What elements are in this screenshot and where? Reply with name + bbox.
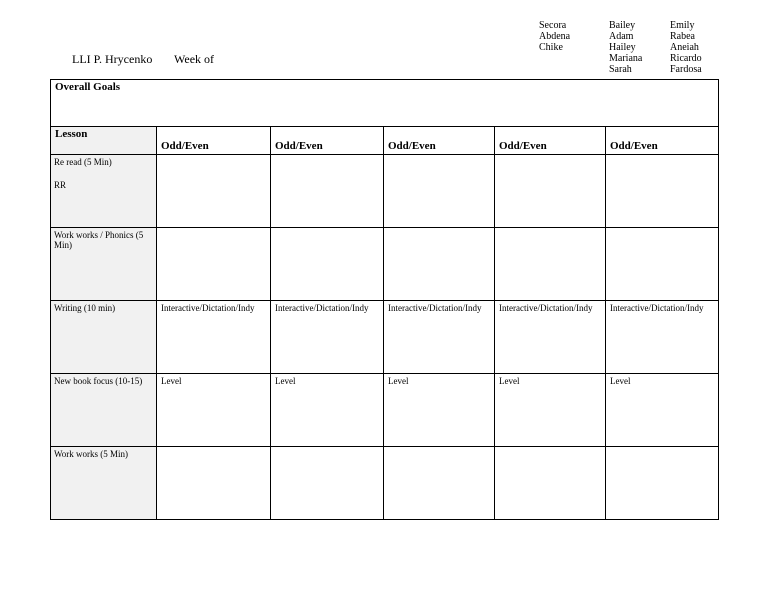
plan-cell[interactable] [157,228,271,301]
student-group-1 [539,20,570,53]
day-header: Odd/Even [606,127,719,155]
student-name: Aneiah [670,42,699,53]
plan-cell[interactable] [495,447,606,520]
day-header: Odd/Even [495,127,606,155]
row-sublabel: RR [54,180,67,190]
row-label [51,155,157,228]
student-name: Abdena [539,31,571,42]
student-group-3 [670,20,702,75]
row-reread [51,155,719,228]
plan-cell[interactable] [606,447,719,520]
student-name: Chike [539,42,563,53]
student-name: Hailey [609,42,636,53]
plan-cell[interactable] [157,447,271,520]
plan-cell[interactable] [495,228,606,301]
overall-goals-cell[interactable]: Overall Goals [51,80,719,127]
plan-cell[interactable] [384,447,495,520]
row-label: Writing (10 min) [51,301,157,374]
student-name: Rabea [670,31,695,42]
plan-cell[interactable] [271,447,384,520]
row-word-work [51,447,719,520]
student-name: Fardosa [670,64,702,75]
lesson-plan-table [50,79,719,520]
day-header: Odd/Even [271,127,384,155]
row-label: New book focus (10-15) [51,374,157,447]
plan-cell[interactable] [271,228,384,301]
plan-cell[interactable] [384,228,495,301]
plan-cell[interactable] [606,228,719,301]
plan-cell[interactable] [271,155,384,228]
week-of-label: Week of [174,52,215,66]
plan-cell[interactable]: Interactive/Dictation/Indy [271,301,384,374]
student-name: Sarah [609,64,632,75]
plan-cell[interactable] [606,155,719,228]
lesson-header: Lesson [51,127,157,155]
day-header: Odd/Even [157,127,271,155]
plan-cell[interactable]: Interactive/Dictation/Indy [606,301,719,374]
row-label: Work works / Phonics (5 Min) [51,228,157,301]
student-name: Mariana [609,53,643,64]
student-name: Emily [670,20,695,31]
row-new-book-focus [51,374,719,447]
student-group-2 [609,20,642,75]
plan-cell[interactable]: Interactive/Dictation/Indy [495,301,606,374]
plan-cell[interactable]: Interactive/Dictation/Indy [157,301,271,374]
plan-cell[interactable]: Level [271,374,384,447]
plan-cell[interactable]: Level [157,374,271,447]
student-name: Bailey [609,20,636,31]
plan-cell[interactable]: Interactive/Dictation/Indy [384,301,495,374]
plan-cell[interactable]: Level [606,374,719,447]
row-label: Work works (5 Min) [51,447,157,520]
plan-cell[interactable]: Level [384,374,495,447]
day-header: Odd/Even [384,127,495,155]
plan-cell[interactable]: Level [495,374,606,447]
student-name: Secora [539,20,567,31]
plan-cell[interactable] [384,155,495,228]
row-label-text: Re read (5 Min) [54,157,112,167]
row-word-work-phonics [51,228,719,301]
row-writing [51,301,719,374]
student-name: Adam [609,31,634,42]
plan-cell[interactable] [495,155,606,228]
student-name: Ricardo [670,53,702,64]
document-title: LLI P. Hrycenko [72,52,153,66]
plan-cell[interactable] [157,155,271,228]
